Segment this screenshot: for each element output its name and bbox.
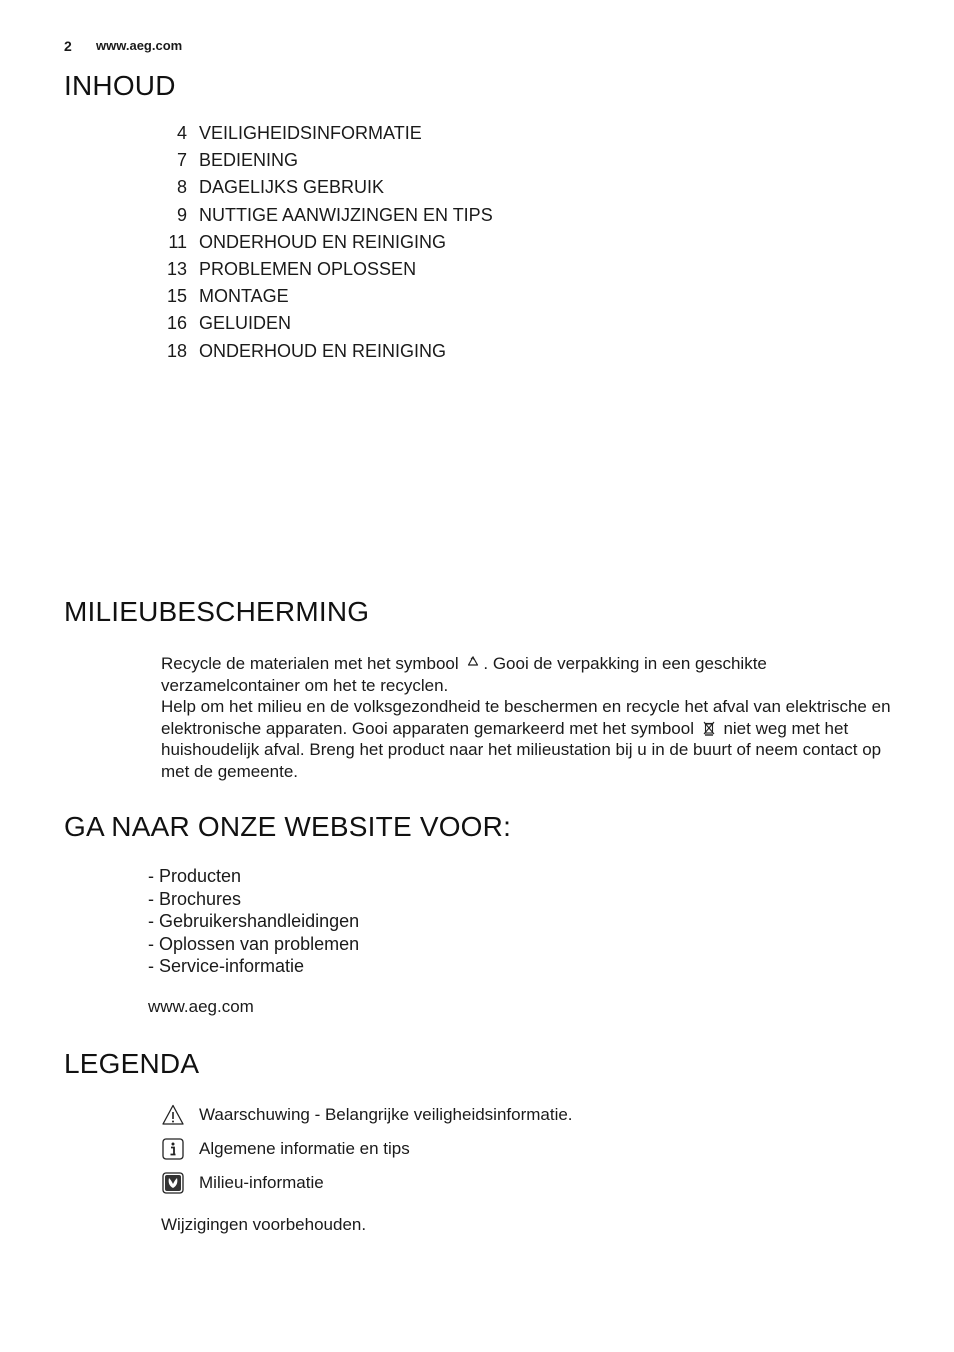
toc-page-number: 16 — [166, 313, 187, 334]
list-item: - Producten — [148, 866, 242, 886]
toc-label: ONDERHOUD EN REINIGING — [199, 231, 447, 252]
page-number: 2 — [64, 38, 72, 54]
toc-page-number: 8 — [176, 177, 187, 198]
recycle-text-start: Recycle de materialen met het symbool — [161, 654, 459, 673]
header-site-link[interactable]: www.aeg.com — [96, 38, 183, 53]
toc-title: INHOUD — [64, 70, 176, 101]
toc-entry[interactable] — [150, 229, 650, 256]
crossed-bin-icon — [701, 720, 717, 736]
toc-label: DAGELIJKS GEBRUIK — [199, 177, 385, 198]
toc-page-number: 9 — [176, 204, 187, 225]
toc-label: ONDERHOUD EN REINIGING — [199, 340, 447, 361]
environment-title: MILIEUBESCHERMING — [64, 596, 370, 627]
recycle-text-end: . Gooi de verpakking in een geschikte verzamelcontainer om het te recyclen. — [161, 654, 767, 695]
legend-label: Milieu-informatie — [199, 1173, 324, 1192]
list-item: - Brochures — [148, 888, 242, 909]
toc-entry[interactable] — [150, 338, 650, 365]
weee-sentence — [161, 696, 901, 782]
toc-entry[interactable] — [150, 283, 650, 310]
website-url-link[interactable]: www.aeg.com — [148, 997, 254, 1016]
toc-entry[interactable] — [150, 174, 650, 201]
recycle-sentence — [161, 653, 901, 696]
toc-page-number: 13 — [166, 258, 187, 279]
list-item: - Gebruikershandleidingen — [148, 911, 360, 931]
toc-page-number: 15 — [166, 286, 187, 307]
toc-label: NUTTIGE AANWIJZINGEN EN TIPS — [199, 204, 493, 225]
list-item: - Service-informatie — [148, 956, 305, 976]
website-title: GA NAAR ONZE WEBSITE VOOR: — [64, 811, 512, 842]
legend-label: Waarschuwing - Belangrijke veiligheidsinformatie. — [199, 1105, 573, 1124]
toc-entry[interactable] — [150, 202, 650, 229]
toc-page-number: 4 — [176, 123, 187, 143]
toc-label: GELUIDEN — [199, 313, 292, 334]
warning-icon — [161, 1103, 185, 1127]
info-icon — [161, 1137, 185, 1161]
recycle-icon — [465, 655, 481, 671]
legend-item-environment — [161, 1170, 324, 1196]
changes-reserved-note: Wijzigingen voorbehouden. — [161, 1215, 367, 1234]
website-topics-list — [148, 865, 359, 978]
toc-page-number: 18 — [166, 340, 187, 361]
legend-item-info — [161, 1136, 410, 1162]
toc-page-number: 11 — [168, 231, 187, 252]
toc-entry[interactable] — [150, 256, 650, 283]
toc-entry[interactable] — [150, 120, 650, 147]
toc-label: BEDIENING — [199, 150, 299, 171]
toc-entry[interactable] — [150, 310, 650, 337]
table-of-contents — [150, 120, 650, 365]
legend-item-warning — [161, 1102, 573, 1128]
weee-text-end: niet weg met het huishoudelijk afval. Breng het product naar het milieustation bij u in de buurt of neem contact op met de gemeente. — [161, 718, 882, 781]
toc-label: PROBLEMEN OPLOSSEN — [199, 258, 417, 279]
legend-label: Algemene informatie en tips — [199, 1139, 410, 1158]
toc-page-number: 7 — [176, 150, 187, 171]
toc-label: VEILIGHEIDSINFORMATIE — [199, 123, 422, 143]
environment-icon — [161, 1171, 185, 1195]
toc-label: MONTAGE — [199, 286, 289, 307]
weee-text-start: Help om het milieu en de volksgezondheid te beschermen en recycle het afval van elektrische en elektronische apparaten. Gooi apparaten gemarkeerd met het symbool — [161, 697, 891, 738]
toc-entry[interactable] — [150, 147, 650, 174]
list-item: - Oplossen van problemen — [148, 933, 360, 954]
legend-title: LEGENDA — [64, 1048, 200, 1079]
environment-paragraph — [161, 653, 901, 783]
